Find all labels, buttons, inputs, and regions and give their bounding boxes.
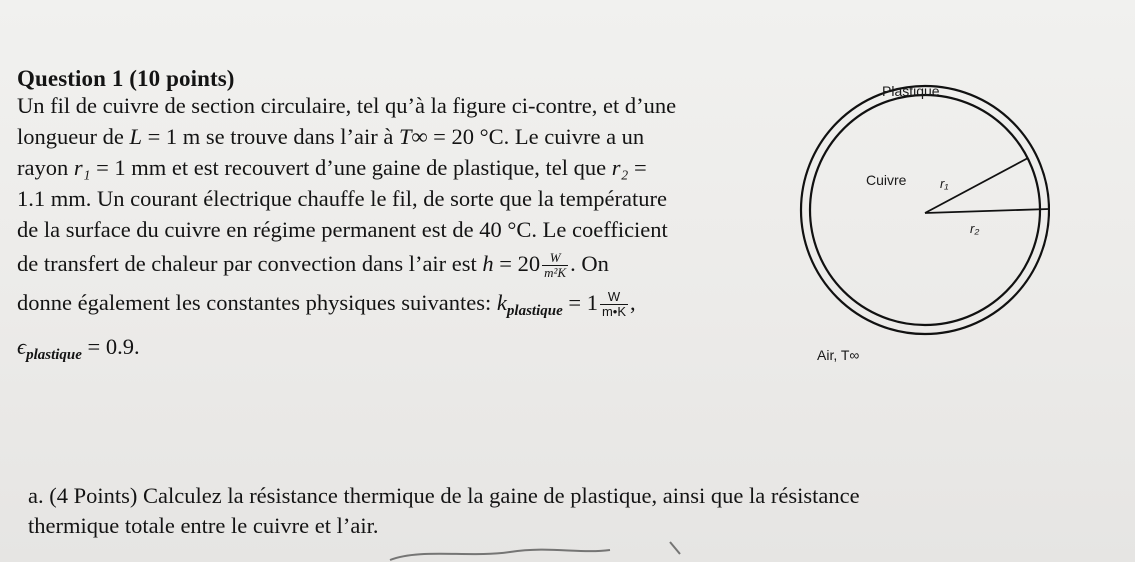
label-air: Air, T∞ [817,347,860,363]
subscript-plastique: plastique [506,303,563,319]
question-title: Question 1 (10 points) [17,66,235,91]
text-l2a: longueur de [17,124,130,149]
symbol-epsilon: ϵ [17,334,27,359]
statement-line-7 [17,283,782,331]
statement-line-4 [17,183,782,214]
label-plastique: Plastique [882,83,940,99]
fraction-k-units [600,290,628,319]
fraction-h-units [542,251,568,280]
statement-line-2 [17,121,782,152]
text-l4: 1.1 mm. Un courant électrique chauffe le fil, de sorte que la température [17,186,667,211]
text-l7a: donne également les constantes physiques suivantes: [17,290,497,315]
statement-line-6 [17,245,782,283]
text-l6d: . On [570,251,609,276]
text-l1: Un fil de cuivre de section circulaire, tel qu’à la figure ci-contre, et d’une [17,93,677,118]
symbol-L: L [129,124,142,149]
figure-svg [790,70,1050,380]
text-l5: de la surface du cuivre en régime permanent est de 40 °C. Le coefficient [17,217,668,242]
handwritten-scribble [380,540,700,562]
fraction-denominator: m²K [544,265,567,281]
statement-line-5 [17,214,782,245]
fraction-numerator: W [542,251,568,266]
text-l2c: = 1 m se trouve dans l’air à [141,124,399,149]
subscript-plastique: plastique [26,347,82,363]
part-a-line-1: a. (4 Points) Calculez la résistance thermique de la gaine de plastique, ainsi que la résistance [28,483,860,508]
symbol-k: k [496,290,507,315]
part-a-question [28,481,1058,541]
symbol-h: h [482,251,494,276]
text-l3a: rayon [17,155,74,180]
symbol-T-inf: T∞ [398,124,428,149]
wire-cross-section-figure [790,70,1050,380]
fraction-denominator: m•K [601,304,627,320]
symbol-r2: r₂ [611,155,629,180]
statement-line-3 [17,152,782,183]
text-l2e: = 20 °C. Le cuivre a un [427,124,645,149]
fraction-numerator: W [600,290,628,305]
label-r2: r₂ [970,221,980,236]
symbol-r1: r₁ [73,155,91,180]
statement-line-1 [17,90,782,121]
part-a-line-2: thermique totale entre le cuivre et l’air. [28,513,379,538]
label-cuivre: Cuivre [866,172,907,188]
question-statement [17,90,782,371]
text-l7d: , [630,290,636,315]
text-l8b: = 0.9. [81,334,140,359]
label-r1: r₁ [940,176,949,191]
text-l6c: = 20 [493,251,541,276]
text-l3c: = 1 mm et est recouvert d’une gaine de plastique, tel que [90,155,612,180]
text-l3e: = [628,155,647,180]
text-l7c: = 1 [562,290,598,315]
statement-line-8 [17,331,782,371]
text-l6a: de transfert de chaleur par convection dans l’air est [17,251,483,276]
radius-r2-line [925,209,1049,213]
